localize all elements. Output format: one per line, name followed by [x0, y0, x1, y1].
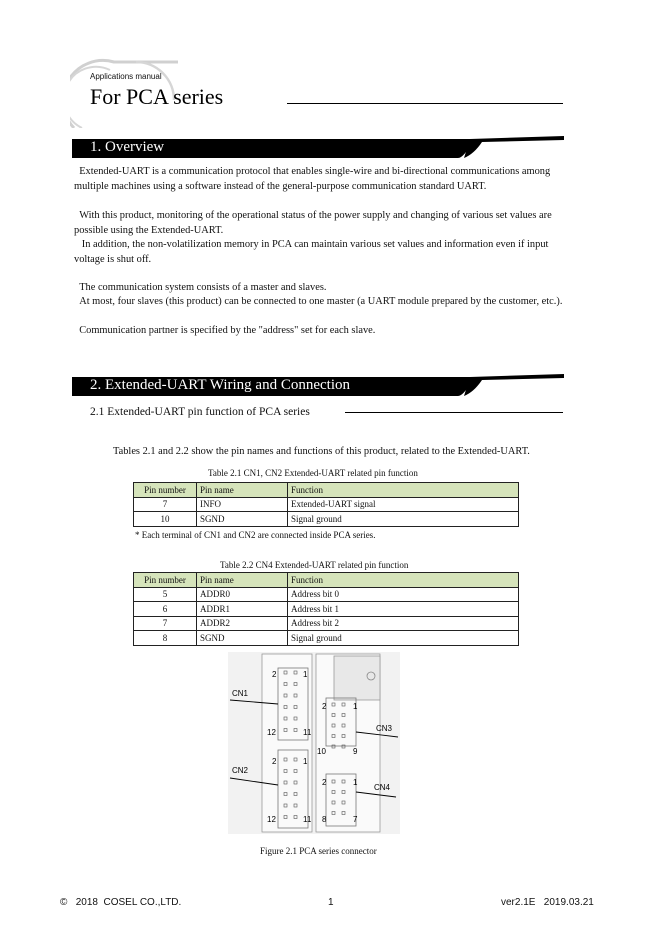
document-subtitle: Applications manual — [90, 72, 162, 81]
cell-pin-name: SGND — [197, 631, 288, 646]
cell-function: Address bit 1 — [288, 602, 519, 617]
table-1-note: * Each terminal of CN1 and CN2 are connected inside PCA series. — [135, 530, 376, 540]
cn2-pin-label-bottom-left: 12 — [267, 815, 276, 824]
cell-pin-number: 6 — [134, 602, 197, 617]
section-2-title: 2. Extended-UART Wiring and Connection — [90, 377, 350, 393]
figure-caption: Figure 2.1 PCA series connector — [260, 846, 377, 856]
section-1-title: 1. Overview — [90, 139, 165, 155]
table-2 — [133, 572, 519, 646]
cn3-pin-label-top-left: 2 — [322, 702, 327, 711]
table-row — [134, 616, 519, 631]
overview-paragraph-5: At most, four slaves (this product) can be connected to one master (a UART module prepared by the customer, etc.). — [74, 296, 563, 307]
cn1-pin-label-top-left: 2 — [272, 670, 277, 679]
overview-paragraph-2: With this product, monitoring of the operational status of the power supply and changing of various set values are possible using the Extended-UART. — [74, 210, 552, 236]
cn4-pin-label-bottom-left: 8 — [322, 815, 327, 824]
cn2-label: CN2 — [232, 766, 249, 775]
table-row — [134, 631, 519, 646]
cn1-pin-label-bottom-right: 11 — [303, 728, 312, 737]
cn2-pin-label-top-left: 2 — [272, 757, 277, 766]
cell-pin-name: ADDR2 — [197, 616, 288, 631]
cell-pin-number: 7 — [134, 616, 197, 631]
table-row — [134, 602, 519, 617]
cn4-pin-label-top-left: 2 — [322, 778, 327, 787]
cell-pin-number: 7 — [134, 497, 197, 512]
footer-page-number: 1 — [328, 897, 334, 908]
subsection-rule — [345, 412, 563, 413]
cn4-label: CN4 — [374, 783, 391, 792]
cn1-pin-label-top-right: 1 — [303, 670, 308, 679]
cell-function: Signal ground — [288, 512, 519, 527]
cell-function: Address bit 0 — [288, 587, 519, 602]
table-2-caption: Table 2.2 CN4 Extended-UART related pin function — [220, 560, 409, 570]
cell-function: Extended-UART signal — [288, 497, 519, 512]
cell-pin-name: SGND — [197, 512, 288, 527]
header-pin-name: Pin name — [197, 483, 288, 498]
cn2-pin-label-bottom-right: 11 — [303, 815, 312, 824]
header-function: Function — [288, 573, 519, 588]
cn3-label: CN3 — [376, 724, 393, 733]
table-header-row — [134, 573, 519, 588]
cn1-pin-label-bottom-left: 12 — [267, 728, 276, 737]
cell-pin-number: 10 — [134, 512, 197, 527]
header-pin-name: Pin name — [197, 573, 288, 588]
title-rule — [287, 103, 563, 104]
table-1 — [133, 482, 519, 527]
cell-pin-number: 5 — [134, 587, 197, 602]
cn4-pin-label-bottom-right: 7 — [353, 815, 358, 824]
cn3-pin-label-top-right: 1 — [353, 702, 358, 711]
cell-pin-number: 8 — [134, 631, 197, 646]
cell-function: Address bit 2 — [288, 616, 519, 631]
table-row — [134, 497, 519, 512]
cell-pin-name: ADDR0 — [197, 587, 288, 602]
overview-paragraph-6: Communication partner is specified by the "address" set for each slave. — [74, 325, 376, 336]
header-pin-number: Pin number — [134, 573, 197, 588]
cn4-pin-label-top-right: 1 — [353, 778, 358, 787]
overview-paragraph-3: In addition, the non-volatilization memory in PCA can maintain various set values and information even if input voltage is shut off. — [74, 239, 549, 265]
tables-intro: Tables 2.1 and 2.2 show the pin names and functions of this product, related to the Extended-UART. — [113, 446, 530, 457]
connector-diagram — [228, 652, 400, 834]
cn1-label: CN1 — [232, 689, 249, 698]
table-1-caption: Table 2.1 CN1, CN2 Extended-UART related pin function — [208, 468, 418, 478]
document-title: For PCA series — [90, 84, 224, 109]
table-row — [134, 512, 519, 527]
footer-copyright: © 2018 COSEL CO.,LTD. — [60, 897, 182, 908]
cn2-pin-label-top-right: 1 — [303, 757, 308, 766]
overview-paragraph-1: Extended-UART is a communication protocol that enables single-wire and bi-directional communications among multiple machines using a software instead of the general-purpose communication standard UART. — [74, 166, 551, 192]
footer-version: ver2.1E 2019.03.21 — [501, 897, 594, 908]
table-row — [134, 587, 519, 602]
cell-pin-name: INFO — [197, 497, 288, 512]
header-function: Function — [288, 483, 519, 498]
header-pin-number: Pin number — [134, 483, 197, 498]
cell-function: Signal ground — [288, 631, 519, 646]
table-header-row — [134, 483, 519, 498]
cn3-pin-label-bottom-right: 9 — [353, 747, 358, 756]
subsection-title: 2.1 Extended-UART pin function of PCA series — [90, 406, 310, 418]
cn3-pin-label-bottom-left: 10 — [317, 747, 326, 756]
cell-pin-name: ADDR1 — [197, 602, 288, 617]
overview-paragraph-4: The communication system consists of a master and slaves. — [74, 282, 327, 293]
